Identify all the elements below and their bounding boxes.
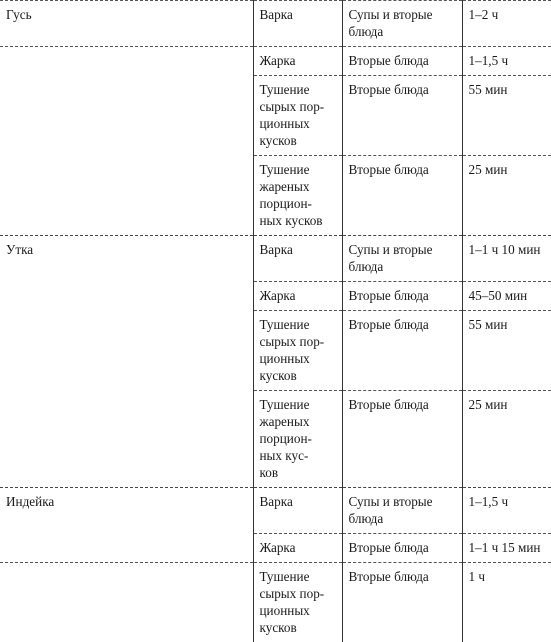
method-cell: Тушение жареных порцион- ных кусков <box>253 156 342 236</box>
time-cell: 55 мин <box>462 76 551 156</box>
method-cell: Тушение сырых пор- ционных кусков <box>253 563 342 642</box>
product-cell: Индейка <box>0 488 253 534</box>
table-row <box>0 311 551 391</box>
method-cell: Жарка <box>253 282 342 311</box>
product-cell <box>0 47 253 76</box>
table-row <box>0 488 551 534</box>
method-cell: Варка <box>253 488 342 534</box>
time-cell: 55 мин <box>462 311 551 391</box>
use-cell: Вторые блюда <box>342 282 462 311</box>
table-row <box>0 76 551 156</box>
method-cell: Варка <box>253 1 342 47</box>
method-cell: Тушение сырых пор- ционных кусков <box>253 76 342 156</box>
method-cell: Тушение жареных порцион- ных кус- ков <box>253 391 342 488</box>
time-cell: 25 мин <box>462 156 551 236</box>
time-cell: 1–2 ч <box>462 1 551 47</box>
use-cell: Вторые блюда <box>342 47 462 76</box>
method-cell: Варка <box>253 236 342 282</box>
use-cell: Вторые блюда <box>342 311 462 391</box>
table-row <box>0 534 551 563</box>
table-row <box>0 391 551 488</box>
time-cell: 25 мин <box>462 391 551 488</box>
use-cell: Супы и вторые блюда <box>342 488 462 534</box>
table-row <box>0 47 551 76</box>
product-cell <box>0 282 253 311</box>
use-cell: Вторые блюда <box>342 156 462 236</box>
method-cell: Тушение сырых пор- ционных кусков <box>253 311 342 391</box>
time-cell: 1–1,5 ч <box>462 488 551 534</box>
time-cell: 1 ч <box>462 563 551 642</box>
time-cell: 1–1,5 ч <box>462 47 551 76</box>
method-cell: Жарка <box>253 534 342 563</box>
table-row <box>0 156 551 236</box>
table-row <box>0 236 551 282</box>
product-cell <box>0 311 253 391</box>
time-cell: 45–50 мин <box>462 282 551 311</box>
product-cell <box>0 563 253 642</box>
use-cell: Вторые блюда <box>342 563 462 642</box>
table-row <box>0 563 551 642</box>
table-row <box>0 282 551 311</box>
product-cell <box>0 391 253 488</box>
table-row <box>0 1 551 47</box>
method-cell: Жарка <box>253 47 342 76</box>
use-cell: Вторые блюда <box>342 534 462 563</box>
time-cell: 1–1 ч 15 мин <box>462 534 551 563</box>
use-cell: Вторые блюда <box>342 76 462 156</box>
use-cell: Вторые блюда <box>342 391 462 488</box>
time-cell: 1–1 ч 10 мин <box>462 236 551 282</box>
product-cell <box>0 76 253 156</box>
product-cell: Гусь <box>0 1 253 47</box>
product-cell: Утка <box>0 236 253 282</box>
product-cell <box>0 156 253 236</box>
use-cell: Супы и вторые блюда <box>342 1 462 47</box>
use-cell: Супы и вторые блюда <box>342 236 462 282</box>
product-cell <box>0 534 253 563</box>
